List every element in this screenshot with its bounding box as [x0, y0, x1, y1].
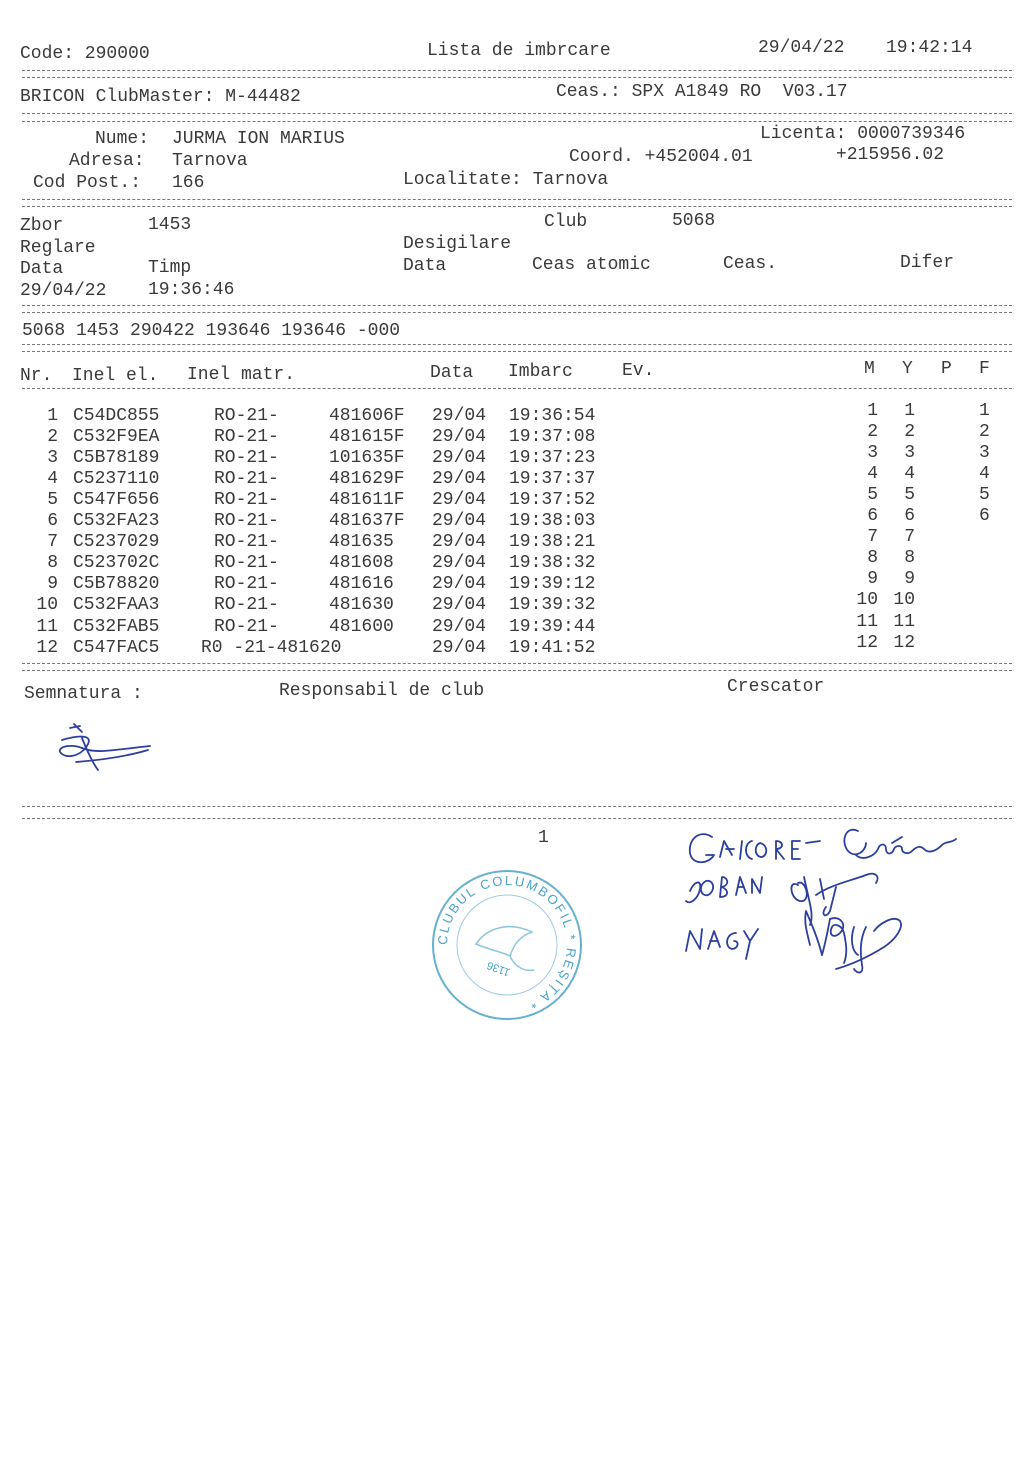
- divider: [22, 670, 1012, 671]
- row-inel-matr: RO-21-: [214, 617, 279, 637]
- row-nr: 10: [36, 595, 58, 615]
- header-time: 19:42:14: [886, 38, 973, 58]
- row-m: 9: [867, 569, 878, 589]
- row-inel-el: C5237029: [73, 532, 160, 552]
- row-time: 19:39:12: [509, 574, 596, 594]
- club-stamp: [428, 866, 586, 1024]
- row-f: 2: [979, 422, 990, 442]
- row-ring-number: 481630: [329, 595, 394, 615]
- row-ring-number: 481616: [329, 574, 394, 594]
- divider: [22, 344, 1012, 345]
- coordinates-2: +215956.02: [836, 145, 945, 165]
- row-time: 19:38:32: [509, 553, 596, 573]
- row-inel-matr: RO-21-: [214, 553, 279, 573]
- licenta: Licenta: 0000739346: [760, 124, 966, 144]
- divider: [22, 199, 1012, 200]
- header-date: 29/04/22: [758, 38, 845, 58]
- col-y: Y: [902, 359, 913, 379]
- row-time: 19:36:54: [509, 406, 596, 426]
- row-nr: 7: [47, 532, 58, 552]
- row-y: 8: [904, 548, 915, 568]
- member-signatures: [680, 815, 980, 985]
- row-ring-number: 481611F: [329, 490, 405, 510]
- stamp-bottom-text: CLUBUL COLUMBOFIL: [434, 872, 577, 946]
- table-row: [0, 633, 1024, 659]
- club-label: Club: [544, 212, 588, 232]
- row-y: 12: [893, 633, 915, 653]
- row-ring-number: 481629F: [329, 469, 405, 489]
- row-ring-number: 481608: [329, 553, 394, 573]
- clubmaster-id: BRICON ClubMaster: M-44482: [20, 87, 301, 107]
- row-f: 3: [979, 443, 990, 463]
- row-data: 29/04: [432, 617, 487, 637]
- divider: [22, 388, 1012, 389]
- row-nr: 6: [47, 511, 58, 531]
- row-inel-el: C54DC855: [73, 406, 160, 426]
- row-nr: 8: [47, 553, 58, 573]
- reglare-date: 29/04/22: [20, 281, 107, 301]
- club-number: 5068: [672, 211, 716, 231]
- row-data: 29/04: [432, 448, 487, 468]
- col-p: P: [941, 359, 952, 379]
- ceas-label: Ceas.: [723, 254, 778, 274]
- divider: [22, 806, 1012, 807]
- responsabil-label: Responsabil de club: [279, 681, 485, 701]
- ceas-atomic-label: Ceas atomic: [532, 255, 651, 275]
- row-ring-number: 101635F: [329, 448, 405, 468]
- divider: [22, 206, 1012, 207]
- difer-label: Difer: [900, 253, 955, 273]
- row-inel-el: C532FAB5: [73, 617, 160, 637]
- row-m: 8: [867, 548, 878, 568]
- crescator-label: Crescator: [727, 677, 825, 697]
- row-y: 1: [904, 401, 915, 421]
- owner-address: Tarnova: [172, 151, 248, 171]
- row-time: 19:38:03: [509, 511, 596, 531]
- document-title: Lista de imbrcare: [427, 41, 611, 61]
- row-time: 19:39:32: [509, 595, 596, 615]
- reglare-time: 19:36:46: [148, 280, 235, 300]
- row-f: 1: [979, 401, 990, 421]
- row-inel-matr: RO-21-: [214, 406, 279, 426]
- row-m: 10: [856, 590, 878, 610]
- row-nr: 4: [47, 469, 58, 489]
- row-nr: 9: [47, 574, 58, 594]
- postal-code: 166: [172, 173, 205, 193]
- timp-label: Timp: [148, 258, 192, 278]
- col-ev: Ev.: [622, 361, 655, 381]
- row-nr: 1: [47, 406, 58, 426]
- row-inel-matr: RO-21-: [214, 490, 279, 510]
- row-time: 19:39:44: [509, 617, 596, 637]
- clock-id: Ceas.: SPX A1849 RO V03.17: [556, 82, 848, 102]
- row-nr: 12: [36, 638, 58, 658]
- row-data: 29/04: [432, 574, 487, 594]
- nume-label: Nume:: [95, 129, 150, 149]
- col-f: F: [979, 359, 990, 379]
- row-data: 29/04: [432, 427, 487, 447]
- row-inel-matr: RO-21-: [214, 469, 279, 489]
- row-ring-number: 481615F: [329, 427, 405, 447]
- row-time: 19:37:37: [509, 469, 596, 489]
- codpost-label: Cod Post.:: [33, 173, 142, 193]
- row-data: 29/04: [432, 532, 487, 552]
- divider: [22, 305, 1012, 306]
- row-inel-matr: RO-21-: [214, 448, 279, 468]
- row-y: 6: [904, 506, 915, 526]
- row-inel-matr: RO-21-: [214, 532, 279, 552]
- col-m: M: [864, 359, 875, 379]
- row-y: 5: [904, 485, 915, 505]
- row-inel-el: C532FA23: [73, 511, 160, 531]
- row-data: 29/04: [432, 490, 487, 510]
- row-y: 3: [904, 443, 915, 463]
- row-inel-el: C547FAC5: [73, 638, 160, 658]
- semnatura-signature: [52, 722, 162, 778]
- row-ring-number: 481606F: [329, 406, 405, 426]
- row-m: 3: [867, 443, 878, 463]
- page-number: 1: [538, 828, 549, 848]
- row-m: 11: [856, 612, 878, 632]
- row-data: 29/04: [432, 553, 487, 573]
- col-imbarc: Imbarc: [508, 362, 573, 382]
- localitate: Localitate: Tarnova: [403, 170, 609, 190]
- row-inel-el: C5B78189: [73, 448, 160, 468]
- row-inel-matr: R0 -21-481620: [201, 638, 342, 658]
- row-y: 9: [904, 569, 915, 589]
- row-f: 6: [979, 506, 990, 526]
- divider: [22, 70, 1012, 71]
- zbor-label: Zbor: [20, 216, 64, 236]
- row-m: 1: [867, 401, 878, 421]
- desigilare-label: Desigilare: [403, 234, 512, 254]
- divider: [22, 77, 1012, 78]
- zbor-number: 1453: [148, 215, 192, 235]
- row-nr: 11: [36, 617, 58, 637]
- data2-label: Data: [403, 256, 447, 276]
- row-inel-matr: RO-21-: [214, 574, 279, 594]
- row-m: 4: [867, 464, 878, 484]
- col-inel-matr: Inel matr.: [187, 365, 296, 385]
- row-y: 4: [904, 464, 915, 484]
- row-inel-el: C547F656: [73, 490, 160, 510]
- data-label: Data: [20, 259, 64, 279]
- stamp-year: 1136: [485, 958, 512, 979]
- row-inel-el: C5237110: [73, 469, 160, 489]
- row-inel-el: C5B78820: [73, 574, 160, 594]
- row-ring-number: 481635: [329, 532, 394, 552]
- code-label: Code: 290000: [20, 44, 150, 64]
- divider: [22, 113, 1012, 114]
- row-ring-number: 481637F: [329, 511, 405, 531]
- owner-name: JURMA ION MARIUS: [172, 129, 345, 149]
- row-time: 19:41:52: [509, 638, 596, 658]
- col-data: Data: [430, 363, 474, 383]
- row-nr: 3: [47, 448, 58, 468]
- row-time: 19:37:23: [509, 448, 596, 468]
- row-y: 2: [904, 422, 915, 442]
- row-time: 19:38:21: [509, 532, 596, 552]
- divider: [22, 121, 1012, 122]
- row-inel-matr: RO-21-: [214, 511, 279, 531]
- row-y: 10: [893, 590, 915, 610]
- row-f: 5: [979, 485, 990, 505]
- divider: [22, 351, 1012, 352]
- row-data: 29/04: [432, 469, 487, 489]
- row-nr: 5: [47, 490, 58, 510]
- row-y: 11: [893, 612, 915, 632]
- row-nr: 2: [47, 427, 58, 447]
- row-data: 29/04: [432, 406, 487, 426]
- row-inel-el: C532FAA3: [73, 595, 160, 615]
- row-f: 4: [979, 464, 990, 484]
- row-m: 6: [867, 506, 878, 526]
- stamp-top-text: * REȘIȚA *: [525, 933, 580, 1013]
- code-line: 5068 1453 290422 193646 193646 -000: [22, 321, 401, 341]
- row-data: 29/04: [432, 595, 487, 615]
- semnatura-label: Semnatura :: [24, 684, 143, 704]
- col-inel-el: Inel el.: [72, 366, 159, 386]
- divider: [22, 663, 1012, 664]
- adresa-label: Adresa:: [69, 151, 145, 171]
- reglare-label: Reglare: [20, 238, 96, 258]
- row-data: 29/04: [432, 511, 487, 531]
- row-time: 19:37:08: [509, 427, 596, 447]
- row-time: 19:37:52: [509, 490, 596, 510]
- divider: [22, 312, 1012, 313]
- coordinates: Coord. +452004.01: [569, 147, 753, 167]
- row-m: 2: [867, 422, 878, 442]
- row-inel-matr: RO-21-: [214, 595, 279, 615]
- dove-icon: [476, 927, 532, 956]
- row-m: 12: [856, 633, 878, 653]
- col-nr: Nr.: [20, 366, 53, 386]
- row-data: 29/04: [432, 638, 487, 658]
- row-m: 5: [867, 485, 878, 505]
- row-inel-el: C523702C: [73, 553, 160, 573]
- row-m: 7: [867, 527, 878, 547]
- row-y: 7: [904, 527, 915, 547]
- row-inel-matr: RO-21-: [214, 427, 279, 447]
- row-ring-number: 481600: [329, 617, 394, 637]
- row-inel-el: C532F9EA: [73, 427, 160, 447]
